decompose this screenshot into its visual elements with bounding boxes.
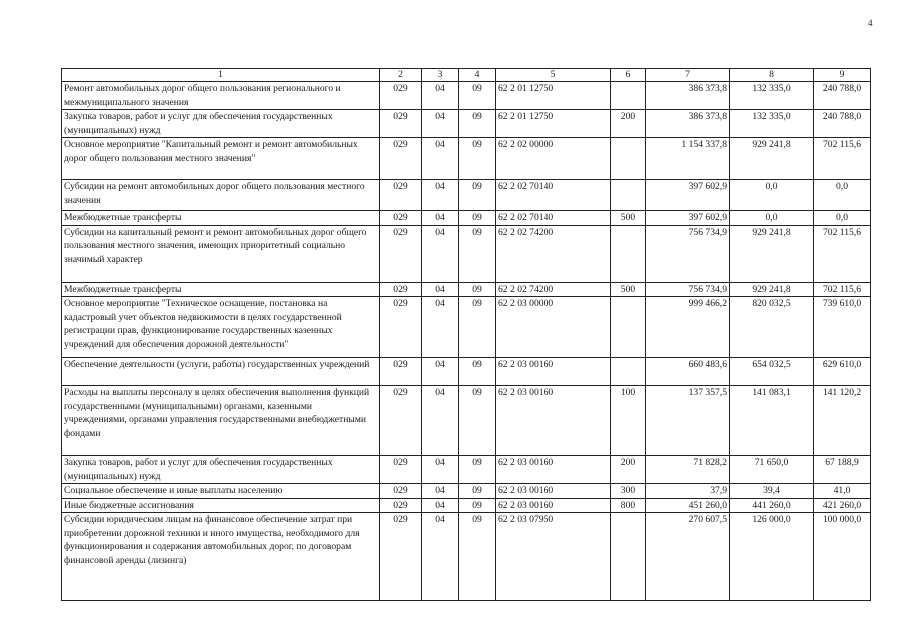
value-col7-cell: 71 828,2	[646, 456, 730, 484]
col2-cell: 029	[380, 82, 422, 110]
col2-cell: 029	[380, 456, 422, 484]
value-col8-cell: 39,4	[730, 484, 814, 499]
table-row	[62, 211, 871, 226]
value-col9-cell: 0,0	[814, 180, 871, 211]
code-cell: 62 2 03 00160	[496, 386, 611, 456]
table-row	[62, 138, 871, 180]
value-col9-cell: 702 115,6	[814, 282, 871, 297]
value-col9-cell: 100 000,0	[814, 513, 871, 601]
col4-cell: 09	[459, 358, 496, 386]
col6-cell	[611, 297, 646, 358]
value-col9-cell: 702 115,6	[814, 225, 871, 282]
col3-cell: 04	[422, 282, 459, 297]
col3-cell: 04	[422, 82, 459, 110]
table-row	[62, 513, 871, 601]
col6-cell	[611, 513, 646, 601]
value-col8-cell: 132 335,0	[730, 110, 814, 138]
col3-cell: 04	[422, 225, 459, 282]
col4-cell: 09	[459, 225, 496, 282]
code-cell: 62 2 02 70140	[496, 180, 611, 211]
header-cell: 6	[611, 69, 646, 82]
col2-cell: 029	[380, 513, 422, 601]
code-cell: 62 2 01 12750	[496, 82, 611, 110]
table-row	[62, 225, 871, 282]
code-cell: 62 2 03 00160	[496, 456, 611, 484]
row-name-cell: Субсидии юридическим лицам на финансовое обеспечение затрат при приобретении дорожной техники и иного имущества, необходимого для функционирования и содержания автомобильных дорог, по договорам финансовой аренды (лизинга)	[62, 513, 380, 601]
value-col7-cell: 386 373,8	[646, 110, 730, 138]
value-col7-cell: 270 607,5	[646, 513, 730, 601]
col2-cell: 029	[380, 138, 422, 180]
col4-cell: 09	[459, 110, 496, 138]
col6-cell: 500	[611, 211, 646, 226]
col3-cell: 04	[422, 498, 459, 513]
col6-cell	[611, 138, 646, 180]
value-col9-cell: 629 610,0	[814, 358, 871, 386]
col6-cell	[611, 82, 646, 110]
col6-cell: 100	[611, 386, 646, 456]
value-col7-cell: 756 734,9	[646, 282, 730, 297]
header-cell: 8	[730, 69, 814, 82]
col4-cell: 09	[459, 456, 496, 484]
header-cell: 5	[496, 69, 611, 82]
value-col8-cell: 0,0	[730, 180, 814, 211]
page-number: 4	[868, 18, 873, 28]
table-row	[62, 498, 871, 513]
col6-cell: 500	[611, 282, 646, 297]
col3-cell: 04	[422, 180, 459, 211]
col3-cell: 04	[422, 358, 459, 386]
row-name-cell: Субсидии на капитальный ремонт и ремонт автомобильных дорог общего пользования местного значения, имеющих приоритетный социально значимый характер	[62, 225, 380, 282]
row-name-cell: Межбюджетные трансферты	[62, 211, 380, 226]
row-name-cell: Обеспечение деятельности (услуги, работы) государственных учреждений	[62, 358, 380, 386]
row-name-cell: Закупка товаров, работ и услуг для обеспечения государственных (муниципальных) нужд	[62, 110, 380, 138]
row-name-cell: Иные бюджетные ассигнования	[62, 498, 380, 513]
col3-cell: 04	[422, 456, 459, 484]
row-name-cell: Межбюджетные трансферты	[62, 282, 380, 297]
col4-cell: 09	[459, 498, 496, 513]
table-row	[62, 456, 871, 484]
col3-cell: 04	[422, 211, 459, 226]
col2-cell: 029	[380, 110, 422, 138]
value-col7-cell: 451 260,0	[646, 498, 730, 513]
col4-cell: 09	[459, 211, 496, 226]
value-col7-cell: 999 466,2	[646, 297, 730, 358]
value-col7-cell: 397 602,9	[646, 180, 730, 211]
col2-cell: 029	[380, 484, 422, 499]
col3-cell: 04	[422, 484, 459, 499]
row-name-cell: Субсидии на ремонт автомобильных дорог общего пользования местного значения	[62, 180, 380, 211]
header-cell: 3	[422, 69, 459, 82]
table-row	[62, 110, 871, 138]
value-col9-cell: 739 610,0	[814, 297, 871, 358]
code-cell: 62 2 02 74200	[496, 225, 611, 282]
col2-cell: 029	[380, 498, 422, 513]
col3-cell: 04	[422, 386, 459, 456]
code-cell: 62 2 03 00000	[496, 297, 611, 358]
col4-cell: 09	[459, 138, 496, 180]
row-name-cell: Основное мероприятие "Капитальный ремонт и ремонт автомобильных дорог общего пользования местного значения"	[62, 138, 380, 180]
col4-cell: 09	[459, 386, 496, 456]
col6-cell: 300	[611, 484, 646, 499]
table-row	[62, 297, 871, 358]
value-col8-cell: 132 335,0	[730, 82, 814, 110]
col2-cell: 029	[380, 358, 422, 386]
row-name-cell: Закупка товаров, работ и услуг для обеспечения государственных (муниципальных) нужд	[62, 456, 380, 484]
value-col8-cell: 929 241,8	[730, 138, 814, 180]
col2-cell: 029	[380, 386, 422, 456]
row-name-cell: Ремонт автомобильных дорог общего пользования регионального и межмуниципального значения	[62, 82, 380, 110]
value-col8-cell: 441 260,0	[730, 498, 814, 513]
col4-cell: 09	[459, 297, 496, 358]
col6-cell: 200	[611, 456, 646, 484]
table-row	[62, 180, 871, 211]
header-cell: 4	[459, 69, 496, 82]
value-col8-cell: 929 241,8	[730, 225, 814, 282]
value-col8-cell: 654 032,5	[730, 358, 814, 386]
value-col8-cell: 929 241,8	[730, 282, 814, 297]
col2-cell: 029	[380, 225, 422, 282]
value-col8-cell: 126 000,0	[730, 513, 814, 601]
value-col9-cell: 41,0	[814, 484, 871, 499]
code-cell: 62 2 03 07950	[496, 513, 611, 601]
value-col7-cell: 660 483,6	[646, 358, 730, 386]
value-col9-cell: 702 115,6	[814, 138, 871, 180]
value-col7-cell: 137 357,5	[646, 386, 730, 456]
value-col8-cell: 141 083,1	[730, 386, 814, 456]
col6-cell: 800	[611, 498, 646, 513]
col6-cell	[611, 358, 646, 386]
value-col7-cell: 37,9	[646, 484, 730, 499]
value-col7-cell: 386 373,8	[646, 82, 730, 110]
col3-cell: 04	[422, 138, 459, 180]
code-cell: 62 2 02 74200	[496, 282, 611, 297]
code-cell: 62 2 02 70140	[496, 211, 611, 226]
value-col7-cell: 756 734,9	[646, 225, 730, 282]
col3-cell: 04	[422, 110, 459, 138]
row-name-cell: Основное мероприятие "Техническое оснащение, постановка на кадастровый учет объектов недвижимости в целях государственной регистрации прав, функционирование государственных казенных учреждений для обеспечения дорожной деятельности"	[62, 297, 380, 358]
col2-cell: 029	[380, 297, 422, 358]
value-col9-cell: 67 188,9	[814, 456, 871, 484]
col2-cell: 029	[380, 282, 422, 297]
value-col9-cell: 240 788,0	[814, 82, 871, 110]
value-col8-cell: 0,0	[730, 211, 814, 226]
value-col8-cell: 820 032,5	[730, 297, 814, 358]
header-cell: 7	[646, 69, 730, 82]
col6-cell: 200	[611, 110, 646, 138]
col2-cell: 029	[380, 211, 422, 226]
value-col9-cell: 141 120,2	[814, 386, 871, 456]
table-row	[62, 82, 871, 110]
table-row	[62, 358, 871, 386]
value-col9-cell: 0,0	[814, 211, 871, 226]
col2-cell: 029	[380, 180, 422, 211]
budget-table	[61, 68, 871, 601]
value-col8-cell: 71 650,0	[730, 456, 814, 484]
row-name-cell: Расходы на выплаты персоналу в целях обеспечения выполнения функций государственными (муниципальными) органами, казенными учреждениями, органами управления государственными внебюджетными фондами	[62, 386, 380, 456]
col4-cell: 09	[459, 513, 496, 601]
code-cell: 62 2 02 00000	[496, 138, 611, 180]
col3-cell: 04	[422, 513, 459, 601]
col4-cell: 09	[459, 180, 496, 211]
col3-cell: 04	[422, 297, 459, 358]
code-cell: 62 2 01 12750	[496, 110, 611, 138]
header-cell: 1	[62, 69, 380, 82]
col4-cell: 09	[459, 484, 496, 499]
table-row	[62, 386, 871, 456]
code-cell: 62 2 03 00160	[496, 484, 611, 499]
col6-cell	[611, 180, 646, 211]
value-col9-cell: 421 260,0	[814, 498, 871, 513]
col6-cell	[611, 225, 646, 282]
code-cell: 62 2 03 00160	[496, 498, 611, 513]
header-row	[62, 69, 871, 82]
table-row	[62, 282, 871, 297]
value-col7-cell: 397 602,9	[646, 211, 730, 226]
col4-cell: 09	[459, 282, 496, 297]
code-cell: 62 2 03 00160	[496, 358, 611, 386]
value-col9-cell: 240 788,0	[814, 110, 871, 138]
header-cell: 9	[814, 69, 871, 82]
value-col7-cell: 1 154 337,8	[646, 138, 730, 180]
table-row	[62, 484, 871, 499]
header-cell: 2	[380, 69, 422, 82]
row-name-cell: Социальное обеспечение и иные выплаты населению	[62, 484, 380, 499]
col4-cell: 09	[459, 82, 496, 110]
